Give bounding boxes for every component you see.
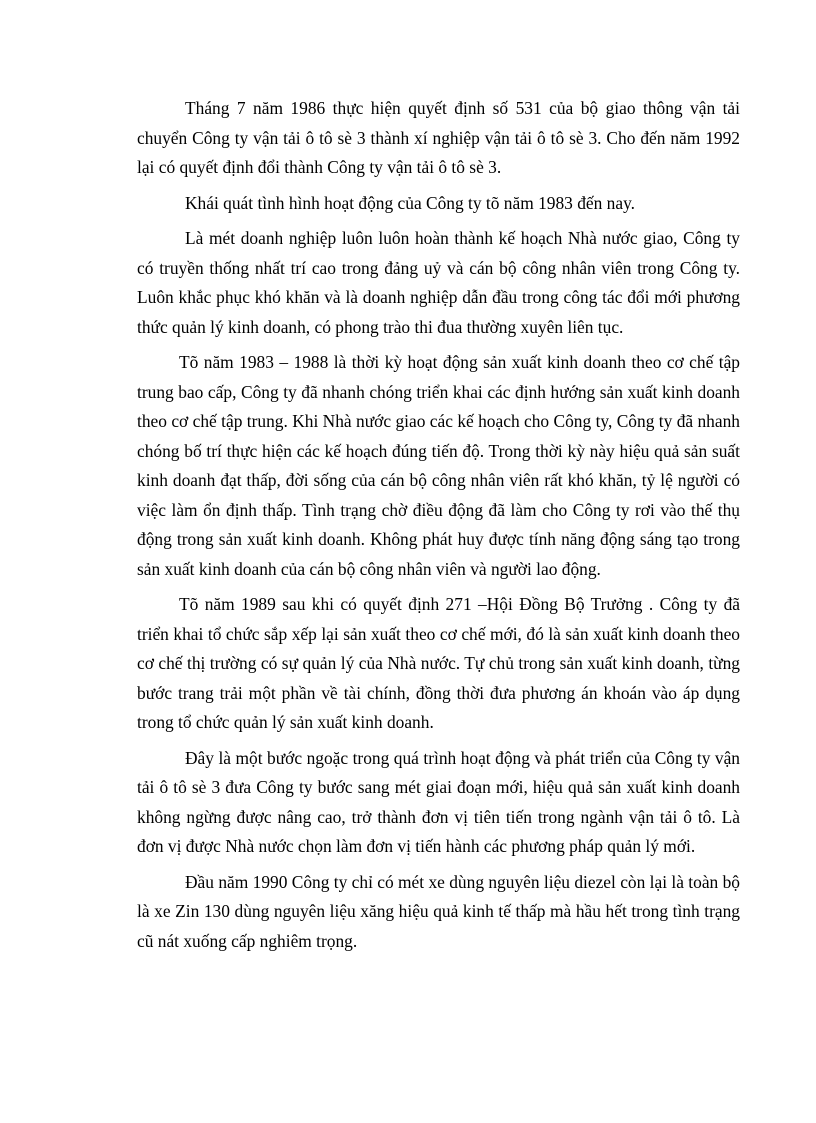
document-body xyxy=(137,94,740,962)
paragraph-company-tradition: Là mét doanh nghiệp luôn luôn hoàn thành kế hoạch Nhà nước giao, Công ty có truyền thống nhất trí cao trong đảng uỷ và cán bộ công nhân viên trong Công ty. Luôn khắc phục khó khăn và là doanh nghiệp dẫn đầu trong công tác đổi mới phương thức quản lý kinh doanh, có phong trào thi đua thường xuyên liên tục. xyxy=(137,228,740,337)
paragraph-period-1989: Tõ năm 1989 sau khi có quyết định 271 –Hội Đồng Bộ Trưởng . Công ty đã triển khai tổ chức sắp xếp lại sản xuất theo cơ chế mới, đó là sản xuất kinh doanh theo cơ chế thị trường có sự quản lý của Nhà nước. Tự chủ trong sản xuất kinh doanh, từng bước trang trải một phần về tài chính, đồng thời đưa phương án khoán vào áp dụng trong tổ chức quản lý sản xuất kinh doanh. xyxy=(137,594,740,732)
paragraph-fleet-1990: Đầu năm 1990 Công ty chỉ có mét xe dùng nguyên liệu diezel còn lại là toàn bộ là xe Zin 130 dùng nguyên liệu xăng hiệu quả kinh tế thấp mà hầu hết trong tình trạng cũ nát xuống cấp nghiêm trọng. xyxy=(137,871,740,951)
paragraph-period-1983-1988: Tõ năm 1983 – 1988 là thời kỳ hoạt động sản xuất kinh doanh theo cơ chế tập trung bao cấp, Công ty đã nhanh chóng triển khai các định hướng sản xuất kinh doanh theo cơ chế tập trung. Khi Nhà nước giao các kế hoạch cho Công ty, Công ty đã nhanh chóng bố trí thực hiện các kế hoạch đúng tiến độ. Trong thời kỳ này hiệu quả sản suất kinh doanh đạt thấp, đời sống của cán bộ công nhân viên rất khó khăn, tỷ lệ người có việc làm ổn định thấp. Tình trạng chờ điều động đã làm cho Công ty rơi vào thế thụ động trong sản xuất kinh doanh. Không phát huy được tính năng động sáng tạo trong sản xuất kinh doanh của cán bộ công nhân viên và người lao động. xyxy=(137,352,740,579)
paragraph-history-1986: Tháng 7 năm 1986 thực hiện quyết định số 531 của bộ giao thông vận tải chuyển Công ty vận tải ô tô sè 3 thành xí nghiệp vận tải ô tô sè 3. Cho đến năm 1992 lại có quyết định đổi thành Công ty vận tải ô tô sè 3. xyxy=(137,98,740,177)
paragraph-overview-heading: Khái quát tình hình hoạt động của Công ty tõ năm 1983 đến nay. xyxy=(185,192,635,213)
paragraph-turning-point: Đây là một bước ngoặc trong quá trình hoạt động và phát triển của Công ty vận tải ô tô sè 3 đưa Công ty bước sang mét giai đoạn mới, hiệu quả sản xuất kinh doanh không ngừng được nâng cao, trở thành đơn vị tiên tiến trong ngành vận tải ô tô. Là đơn vị được Nhà nước chọn làm đơn vị tiến hành các phương pháp quản lý mới. xyxy=(137,747,740,856)
